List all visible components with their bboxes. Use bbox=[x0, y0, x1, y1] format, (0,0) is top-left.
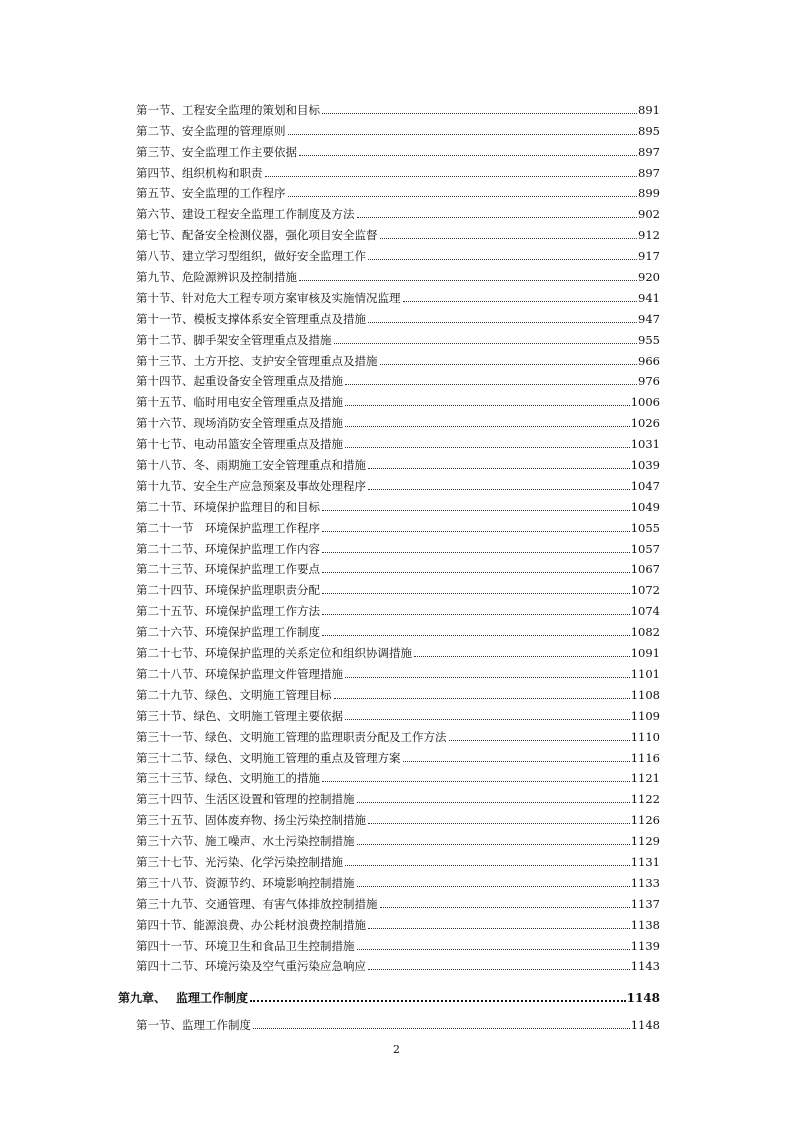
toc-leader-dots bbox=[345, 447, 630, 448]
toc-entry-title: 第四节、组织机构和职责 bbox=[136, 165, 263, 180]
toc-entry-page: 1039 bbox=[630, 458, 660, 473]
table-of-contents bbox=[118, 96, 660, 1032]
toc-leader-dots bbox=[288, 196, 638, 197]
toc-entry-title: 第三十八节、资源节约、环境影响控制措施 bbox=[136, 875, 355, 890]
toc-leader-dots bbox=[380, 907, 630, 908]
toc-entry-title: 第五节、安全监理的工作程序 bbox=[136, 186, 286, 201]
toc-entry[interactable] bbox=[118, 409, 660, 430]
toc-entry[interactable] bbox=[118, 848, 660, 869]
toc-leader-dots bbox=[322, 593, 630, 594]
toc-entry-title: 第二十二节、环境保护监理工作内容 bbox=[136, 541, 320, 556]
toc-leader-dots bbox=[380, 238, 638, 239]
toc-leader-dots bbox=[345, 384, 637, 385]
toc-leader-dots bbox=[334, 698, 630, 699]
toc-entry[interactable] bbox=[118, 451, 660, 472]
toc-leader-dots bbox=[299, 280, 637, 281]
toc-entry-page: 1031 bbox=[630, 437, 660, 452]
toc-entry-page: 1138 bbox=[630, 917, 660, 932]
toc-entry-title: 第三十节、绿色、文明施工管理主要依据 bbox=[136, 708, 343, 723]
toc-entry[interactable] bbox=[118, 368, 660, 389]
toc-leader-dots bbox=[357, 886, 630, 887]
toc-section-list bbox=[118, 96, 660, 973]
toc-entry-page: 1067 bbox=[630, 562, 660, 577]
toc-entry-page: 1121 bbox=[630, 771, 660, 786]
toc-entry-title: 第四十一节、环境卫生和食品卫生控制措施 bbox=[136, 938, 355, 953]
toc-entry[interactable] bbox=[118, 827, 660, 848]
toc-entry[interactable] bbox=[118, 953, 660, 974]
toc-entry[interactable] bbox=[118, 597, 660, 618]
toc-entry-title: 第二十九节、绿色、文明施工管理目标 bbox=[136, 687, 332, 702]
toc-entry-title: 第二十四节、环境保护监理职责分配 bbox=[136, 583, 320, 598]
toc-entry[interactable] bbox=[118, 639, 660, 660]
toc-leader-dots bbox=[345, 405, 630, 406]
toc-entry-page: 941 bbox=[638, 290, 660, 305]
toc-entry[interactable] bbox=[118, 347, 660, 368]
toc-entry-page: 1074 bbox=[630, 604, 660, 619]
toc-entry-title: 第三十九节、交通管理、有害气体排放控制措施 bbox=[136, 896, 378, 911]
toc-chapter-entry[interactable] bbox=[118, 983, 660, 1005]
toc-entry-page: 902 bbox=[638, 207, 660, 222]
toc-entry[interactable] bbox=[118, 535, 660, 556]
toc-entry-page: 1110 bbox=[630, 729, 660, 744]
toc-leader-dots bbox=[368, 322, 637, 323]
toc-chapter-name: 监理工作制度 bbox=[176, 991, 249, 1006]
toc-leader-dots bbox=[345, 719, 630, 720]
toc-entry-title: 第二十一节 环境保护监理工作程序 bbox=[136, 520, 320, 535]
toc-entry-title: 第二十节、环境保护监理目的和目标 bbox=[136, 499, 320, 514]
toc-entry-page: 1137 bbox=[630, 896, 660, 911]
toc-entry[interactable] bbox=[118, 869, 660, 890]
toc-entry-title: 第十三节、土方开挖、支护安全管理重点及措施 bbox=[136, 353, 378, 368]
toc-entry[interactable] bbox=[118, 785, 660, 806]
toc-leader-dots bbox=[380, 364, 638, 365]
toc-entry-page: 917 bbox=[638, 249, 660, 264]
toc-entry[interactable] bbox=[118, 388, 660, 409]
toc-entry-title: 第十五节、临时用电安全管理重点及措施 bbox=[136, 395, 343, 410]
toc-entry-page: 1055 bbox=[630, 520, 660, 535]
toc-chapter-title bbox=[118, 991, 248, 1005]
toc-entry[interactable] bbox=[118, 556, 660, 577]
toc-entry-title: 第九节、危险源辨识及控制措施 bbox=[136, 270, 297, 285]
toc-entry[interactable] bbox=[118, 159, 660, 180]
toc-entry-title: 第十节、针对危大工程专项方案审核及实施情况监理 bbox=[136, 290, 401, 305]
toc-entry-title: 第三十五节、固体废弃物、扬尘污染控制措施 bbox=[136, 813, 366, 828]
toc-entry[interactable] bbox=[118, 723, 660, 744]
toc-entry[interactable] bbox=[118, 765, 660, 786]
toc-entry-page: 1133 bbox=[630, 875, 660, 890]
toc-leader-dots bbox=[345, 865, 630, 866]
toc-entry[interactable] bbox=[118, 1011, 660, 1032]
toc-leader-dots bbox=[265, 176, 638, 177]
toc-entry-page: 976 bbox=[638, 374, 660, 389]
toc-leader-dots bbox=[288, 134, 638, 135]
toc-entry[interactable] bbox=[118, 702, 660, 723]
toc-entry[interactable] bbox=[118, 242, 660, 263]
toc-leader-dots bbox=[368, 259, 637, 260]
toc-entry[interactable] bbox=[118, 263, 660, 284]
toc-entry-page: 1072 bbox=[630, 583, 660, 598]
toc-entry[interactable] bbox=[118, 472, 660, 493]
toc-entry-page: 895 bbox=[638, 123, 660, 138]
toc-entry[interactable] bbox=[118, 430, 660, 451]
toc-entry-page: 1116 bbox=[630, 750, 660, 765]
toc-entry[interactable] bbox=[118, 806, 660, 827]
toc-entry-page: 1143 bbox=[630, 959, 660, 974]
toc-entry-title: 第十九节、安全生产应急预案及事故处理程序 bbox=[136, 478, 366, 493]
toc-leader-dots bbox=[368, 928, 630, 929]
toc-entry-page: 1122 bbox=[630, 792, 660, 807]
toc-entry-page: 1057 bbox=[630, 541, 660, 556]
toc-leader-dots bbox=[322, 510, 630, 511]
toc-leader-dots bbox=[250, 1000, 626, 1002]
toc-entry-title: 第六节、建设工程安全监理工作制度及方法 bbox=[136, 207, 355, 222]
toc-leader-dots bbox=[368, 468, 630, 469]
toc-leader-dots bbox=[403, 301, 638, 302]
toc-leader-dots bbox=[414, 656, 630, 657]
toc-leader-dots bbox=[368, 969, 630, 970]
toc-leader-dots bbox=[403, 761, 630, 762]
toc-entry-title: 第三十三节、绿色、文明施工的措施 bbox=[136, 771, 320, 786]
toc-entry-title: 第三十七节、光污染、化学污染控制措施 bbox=[136, 854, 343, 869]
toc-leader-dots bbox=[357, 844, 630, 845]
toc-leader-dots bbox=[357, 217, 638, 218]
toc-entry[interactable] bbox=[118, 681, 660, 702]
toc-entry-page: 1108 bbox=[630, 687, 660, 702]
toc-entry[interactable] bbox=[118, 576, 660, 597]
toc-entry[interactable] bbox=[118, 305, 660, 326]
toc-entry[interactable] bbox=[118, 326, 660, 347]
toc-entry-page: 891 bbox=[638, 102, 660, 117]
toc-leader-dots bbox=[345, 677, 630, 678]
toc-entry-page: 1026 bbox=[630, 416, 660, 431]
toc-entry-page: 899 bbox=[638, 186, 660, 201]
toc-entry-title: 第二十八节、环境保护监理文件管理措施 bbox=[136, 666, 343, 681]
toc-entry[interactable] bbox=[118, 660, 660, 681]
toc-entry-page: 1129 bbox=[630, 834, 660, 849]
toc-entry-title: 第十二节、脚手架安全管理重点及措施 bbox=[136, 332, 332, 347]
toc-entry[interactable] bbox=[118, 618, 660, 639]
toc-chapter-label: 第九章、 bbox=[118, 991, 167, 1006]
toc-entry-page: 1047 bbox=[630, 478, 660, 493]
toc-entry-title: 第二十六节、环境保护监理工作制度 bbox=[136, 625, 320, 640]
toc-entry-title: 第三节、安全监理工作主要依据 bbox=[136, 144, 297, 159]
toc-entry-title: 第二十五节、环境保护监理工作方法 bbox=[136, 604, 320, 619]
toc-entry[interactable] bbox=[118, 744, 660, 765]
toc-leader-dots bbox=[322, 113, 637, 114]
toc-entry-page: 1101 bbox=[630, 666, 660, 681]
toc-chapter-page: 1148 bbox=[626, 991, 660, 1006]
toc-leader-dots bbox=[299, 155, 637, 156]
toc-leader-dots bbox=[322, 635, 630, 636]
toc-entry-title: 第十四节、起重设备安全管理重点及措施 bbox=[136, 374, 343, 389]
toc-entry[interactable] bbox=[118, 138, 660, 159]
toc-entry-page: 1148 bbox=[630, 1018, 660, 1033]
toc-entry-title: 第三十二节、绿色、文明施工管理的重点及管理方案 bbox=[136, 750, 401, 765]
toc-entry[interactable] bbox=[118, 284, 660, 305]
toc-entry-page: 947 bbox=[638, 311, 660, 326]
toc-entry-page: 1126 bbox=[630, 813, 660, 828]
toc-leader-dots bbox=[368, 823, 630, 824]
toc-leader-dots bbox=[322, 531, 630, 532]
toc-entry-title: 第三十一节、绿色、文明施工管理的监理职责分配及工作方法 bbox=[136, 729, 447, 744]
toc-entry-page: 1091 bbox=[630, 646, 660, 661]
toc-entry-page: 920 bbox=[638, 270, 660, 285]
toc-entry-page: 955 bbox=[638, 332, 660, 347]
toc-leader-dots bbox=[322, 614, 630, 615]
toc-entry-page: 912 bbox=[638, 228, 660, 243]
toc-entry[interactable] bbox=[118, 96, 660, 117]
toc-entry-page: 1139 bbox=[630, 938, 660, 953]
toc-entry[interactable] bbox=[118, 514, 660, 535]
toc-entry[interactable] bbox=[118, 890, 660, 911]
toc-entry[interactable] bbox=[118, 200, 660, 221]
toc-entry-page: 897 bbox=[638, 144, 660, 159]
toc-entry[interactable] bbox=[118, 117, 660, 138]
toc-entry[interactable] bbox=[118, 911, 660, 932]
toc-entry-title: 第三十四节、生活区设置和管理的控制措施 bbox=[136, 792, 355, 807]
toc-entry-page: 1049 bbox=[630, 499, 660, 514]
footer-page-number: 2 bbox=[393, 1043, 400, 1056]
toc-entry-title: 第二十三节、环境保护监理工作要点 bbox=[136, 562, 320, 577]
toc-entry-title: 第八节、建立学习型组织，做好安全监理工作 bbox=[136, 249, 366, 264]
toc-entry-title: 第四十二节、环境污染及空气重污染应急响应 bbox=[136, 959, 366, 974]
toc-entry[interactable] bbox=[118, 221, 660, 242]
toc-entry-title: 第一节、工程安全监理的策划和目标 bbox=[136, 102, 320, 117]
toc-entry-title: 第十一节、模板支撑体系安全管理重点及措施 bbox=[136, 311, 366, 326]
toc-leader-dots bbox=[322, 552, 630, 553]
toc-entry-title: 第十八节、冬、雨期施工安全管理重点和措施 bbox=[136, 458, 366, 473]
toc-leader-dots bbox=[334, 343, 638, 344]
toc-entry[interactable] bbox=[118, 932, 660, 953]
toc-leader-dots bbox=[322, 781, 630, 782]
toc-entry-title: 第十六节、现场消防安全管理重点及措施 bbox=[136, 416, 343, 431]
toc-leader-dots bbox=[253, 1028, 630, 1029]
toc-entry-page: 1109 bbox=[630, 708, 660, 723]
toc-entry-title: 第一节、监理工作制度 bbox=[136, 1018, 251, 1033]
toc-entry-page: 1082 bbox=[630, 625, 660, 640]
toc-entry-title: 第二十七节、环境保护监理的关系定位和组织协调措施 bbox=[136, 646, 412, 661]
toc-entry-page: 966 bbox=[638, 353, 660, 368]
toc-leader-dots bbox=[368, 489, 630, 490]
toc-entry-page: 1131 bbox=[630, 854, 660, 869]
toc-entry-page: 897 bbox=[638, 165, 660, 180]
toc-leader-dots bbox=[357, 802, 630, 803]
toc-leader-dots bbox=[357, 949, 630, 950]
toc-entry-page: 1006 bbox=[630, 395, 660, 410]
toc-entry[interactable] bbox=[118, 180, 660, 201]
toc-leader-dots bbox=[449, 740, 630, 741]
toc-leader-dots bbox=[322, 572, 630, 573]
toc-entry-title: 第四十节、能源浪费、办公耗材浪费控制措施 bbox=[136, 917, 366, 932]
toc-entry-title: 第二节、安全监理的管理原则 bbox=[136, 123, 286, 138]
toc-leader-dots bbox=[345, 426, 630, 427]
toc-entry[interactable] bbox=[118, 493, 660, 514]
toc-entry-title: 第十七节、电动吊篮安全管理重点及措施 bbox=[136, 437, 343, 452]
toc-entry-title: 第三十六节、施工噪声、水土污染控制措施 bbox=[136, 834, 355, 849]
toc-entry-title: 第七节、配备安全检测仪器，强化项目安全监督 bbox=[136, 228, 378, 243]
toc-section-list-after bbox=[118, 1011, 660, 1032]
